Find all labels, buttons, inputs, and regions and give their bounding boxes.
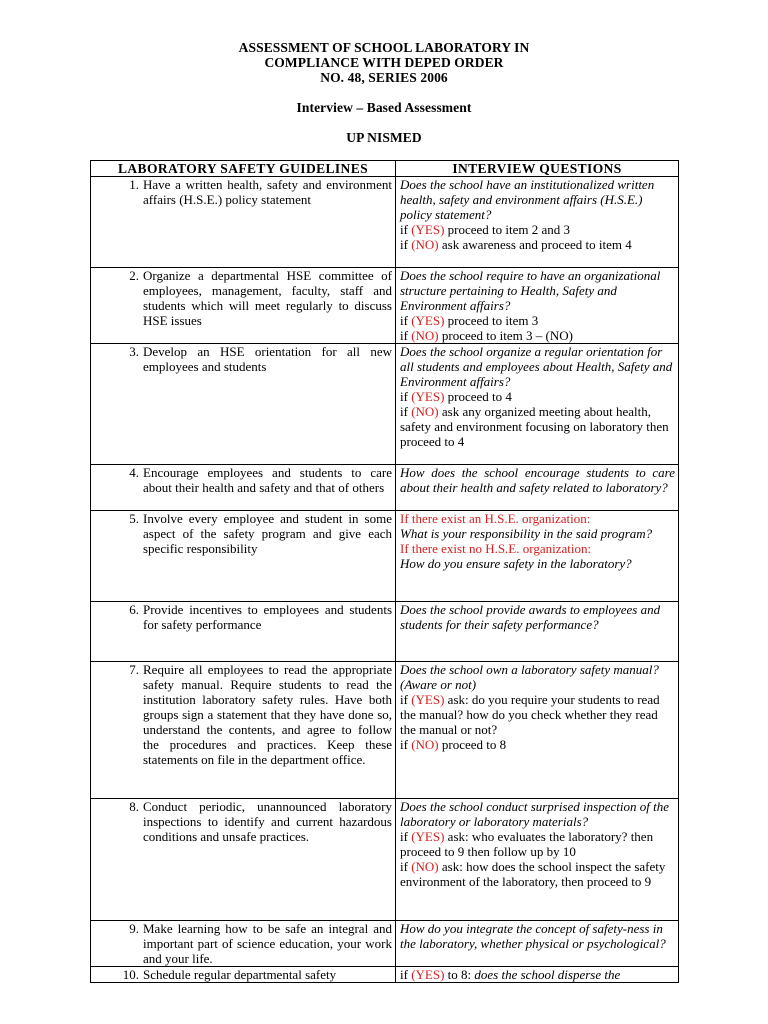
guideline-text: Encourage employees and students to care about their health and safety and that of others <box>143 465 392 495</box>
question-cell <box>396 268 679 344</box>
subtitle: Interview – Based Assessment <box>296 100 472 115</box>
table-row <box>91 602 679 662</box>
question-text: does the school disperse the <box>474 967 621 982</box>
table-header-row <box>91 161 679 177</box>
question-cell <box>396 602 679 662</box>
guideline-text: Schedule regular departmental safety <box>143 967 337 982</box>
yes-branch-text: proceed to item 2 and 3 <box>447 222 571 237</box>
no-branch-text: proceed to item 3 – (NO) <box>441 328 573 343</box>
guideline-number: 10. <box>122 967 139 982</box>
table-row <box>91 511 679 602</box>
yes-branch-text: ask: do you require your students to read the manual? how do you check whether they read the manual or not? <box>400 692 660 737</box>
column-header-guidelines: LABORATORY SAFETY GUIDELINES <box>91 161 396 177</box>
question-text: Does the school require to have an organizational structure pertaining to Health, Safety and Environment affairs? <box>400 268 661 313</box>
yes-label: (YES) <box>411 313 445 328</box>
no-label: (NO) <box>411 404 439 419</box>
yes-branch: if (YES) ask: do you require your students to read the manual? how do you check whether they read the manual or not? <box>400 692 660 737</box>
no-branch-text: proceed to 8 <box>441 737 507 752</box>
guideline-text: Organize a departmental HSE committee of employees, management, faculty, staff and students which will meet regularly to discuss HSE issues <box>143 268 392 328</box>
question-text: Does the school conduct surprised inspection of the laboratory or laboratory materials? <box>400 799 669 829</box>
question-cell <box>396 511 679 602</box>
assessment-table <box>90 160 679 983</box>
yes-label: (YES) <box>411 829 445 844</box>
guideline-number: 9. <box>129 921 139 936</box>
no-branch: if (NO) proceed to 8 <box>400 737 507 752</box>
guideline-cell <box>91 511 396 602</box>
guideline-cell <box>91 662 396 799</box>
question-text: How do you integrate the concept of safety-ness in the laboratory, whether physical or psychological? <box>400 921 666 951</box>
yes-branch: if (YES) proceed to item 2 and 3 <box>400 222 571 237</box>
question-cell <box>396 921 679 967</box>
question-cell <box>396 177 679 268</box>
guideline-number: 1. <box>129 177 139 192</box>
guideline-cell <box>91 921 396 967</box>
guideline-text: Make learning how to be safe an integral and important part of science education, your work and your life. <box>143 921 392 966</box>
guideline-number: 8. <box>129 799 139 814</box>
guideline-number: 7. <box>129 662 139 677</box>
question-text: Does the school provide awards to employees and students for their safety performance? <box>400 602 661 632</box>
question-text: How does the school encourage students to care about their health and safety related to laboratory? <box>400 465 675 495</box>
guideline-number: 3. <box>129 344 139 359</box>
question-text: Does the school organize a regular orientation for all students and employees about Health, Safety and Environment affairs? <box>400 344 673 389</box>
yes-branch-text: proceed to 4 <box>447 389 512 404</box>
question-text: How do you ensure safety in the laboratory? <box>400 556 632 571</box>
yes-label: (YES) <box>411 692 445 707</box>
guideline-cell <box>91 177 396 268</box>
table-row <box>91 177 679 268</box>
guideline-text: Develop an HSE orientation for all new employees and students <box>143 344 392 374</box>
question-cell <box>396 967 679 983</box>
yes-branch-text: ask: who evaluates the laboratory? then proceed to 9 then follow up by 10 <box>400 829 654 859</box>
yes-branch: if (YES) to 8: does the school disperse the <box>400 967 621 982</box>
guideline-text: Involve every employee and student in some aspect of the safety program and give each specific responsibility <box>143 511 392 556</box>
no-branch-text: ask: how does the school inspect the safety environment of the laboratory, then proceed to 9 <box>400 859 666 889</box>
table-row <box>91 662 679 799</box>
question-text: Does the school have an institutionalized written health, safety and environment affairs (H.S.E.) policy statement? <box>400 177 655 222</box>
title-line-2: COMPLIANCE WITH DEPED ORDER <box>264 55 504 70</box>
guideline-number: 4. <box>129 465 139 480</box>
column-header-questions: INTERVIEW QUESTIONS <box>396 161 679 177</box>
guideline-cell <box>91 465 396 511</box>
guideline-cell <box>91 602 396 662</box>
guideline-text: Require all employees to read the appropriate safety manual. Require students to read the institution laboratory safety rules. Have both groups sign a statement that they have done so, understand the contents, and agree to follow the procedures and practices. Keep these statements on file in the department office. <box>143 662 392 767</box>
guideline-number: 5. <box>129 511 139 526</box>
no-label: (NO) <box>411 328 439 343</box>
yes-branch: if (YES) proceed to 4 <box>400 389 512 404</box>
question-cell <box>396 344 679 465</box>
no-branch: if (NO) ask awareness and proceed to item 4 <box>400 237 632 252</box>
no-branch-text: ask any organized meeting about health, safety and environment focusing on laboratory then proceed to 4 <box>400 404 669 449</box>
yes-branch: if (YES) ask: who evaluates the laboratory? then proceed to 9 then follow up by 10 <box>400 829 654 859</box>
guideline-number: 2. <box>129 268 139 283</box>
guideline-text: Conduct periodic, unannounced laboratory inspections to identify and current hazardous conditions and unsafe practices. <box>143 799 392 844</box>
title-line-3: NO. 48, SERIES 2006 <box>320 70 448 85</box>
guideline-cell <box>91 799 396 921</box>
question-cell <box>396 465 679 511</box>
table-row <box>91 268 679 344</box>
table-row <box>91 799 679 921</box>
condition-text: If there exist an H.S.E. organization: <box>400 511 591 526</box>
guideline-number: 6. <box>129 602 139 617</box>
table-row <box>91 921 679 967</box>
yes-branch-text: proceed to item 3 <box>447 313 539 328</box>
question-text: Does the school own a laboratory safety manual? (Aware or not) <box>400 662 659 692</box>
table-row <box>91 967 679 983</box>
no-label: (NO) <box>411 737 439 752</box>
guideline-text: Provide incentives to employees and students for safety performance <box>143 602 392 632</box>
table-row <box>91 344 679 465</box>
guideline-cell <box>91 344 396 465</box>
question-text: What is your responsibility in the said program? <box>400 526 653 541</box>
no-branch-text: ask awareness and proceed to item 4 <box>441 237 632 252</box>
no-branch: if (NO) ask any organized meeting about health, safety and environment focusing on laboratory then proceed to 4 <box>400 404 669 449</box>
yes-label: (YES) <box>411 389 445 404</box>
no-label: (NO) <box>411 859 439 874</box>
condition-text: If there exist no H.S.E. organization: <box>400 541 592 556</box>
guideline-cell <box>91 268 396 344</box>
guideline-text: Have a written health, safety and environment affairs (H.S.E.) policy statement <box>143 177 392 207</box>
question-cell <box>396 799 679 921</box>
no-branch: if (NO) ask: how does the school inspect the safety environment of the laboratory, then proceed to 9 <box>400 859 666 889</box>
title-line-1: ASSESSMENT OF SCHOOL LABORATORY IN <box>238 40 530 55</box>
organization: UP NISMED <box>346 130 422 145</box>
yes-label: (YES) <box>411 222 445 237</box>
guideline-cell <box>91 967 396 983</box>
no-branch: if (NO) proceed to item 3 – (NO) <box>400 328 573 343</box>
no-label: (NO) <box>411 237 439 252</box>
yes-label: (YES) <box>411 967 445 982</box>
question-cell <box>396 662 679 799</box>
yes-branch: if (YES) proceed to item 3 <box>400 313 539 328</box>
table-row <box>91 465 679 511</box>
yes-branch-text: to 8: <box>447 967 472 982</box>
